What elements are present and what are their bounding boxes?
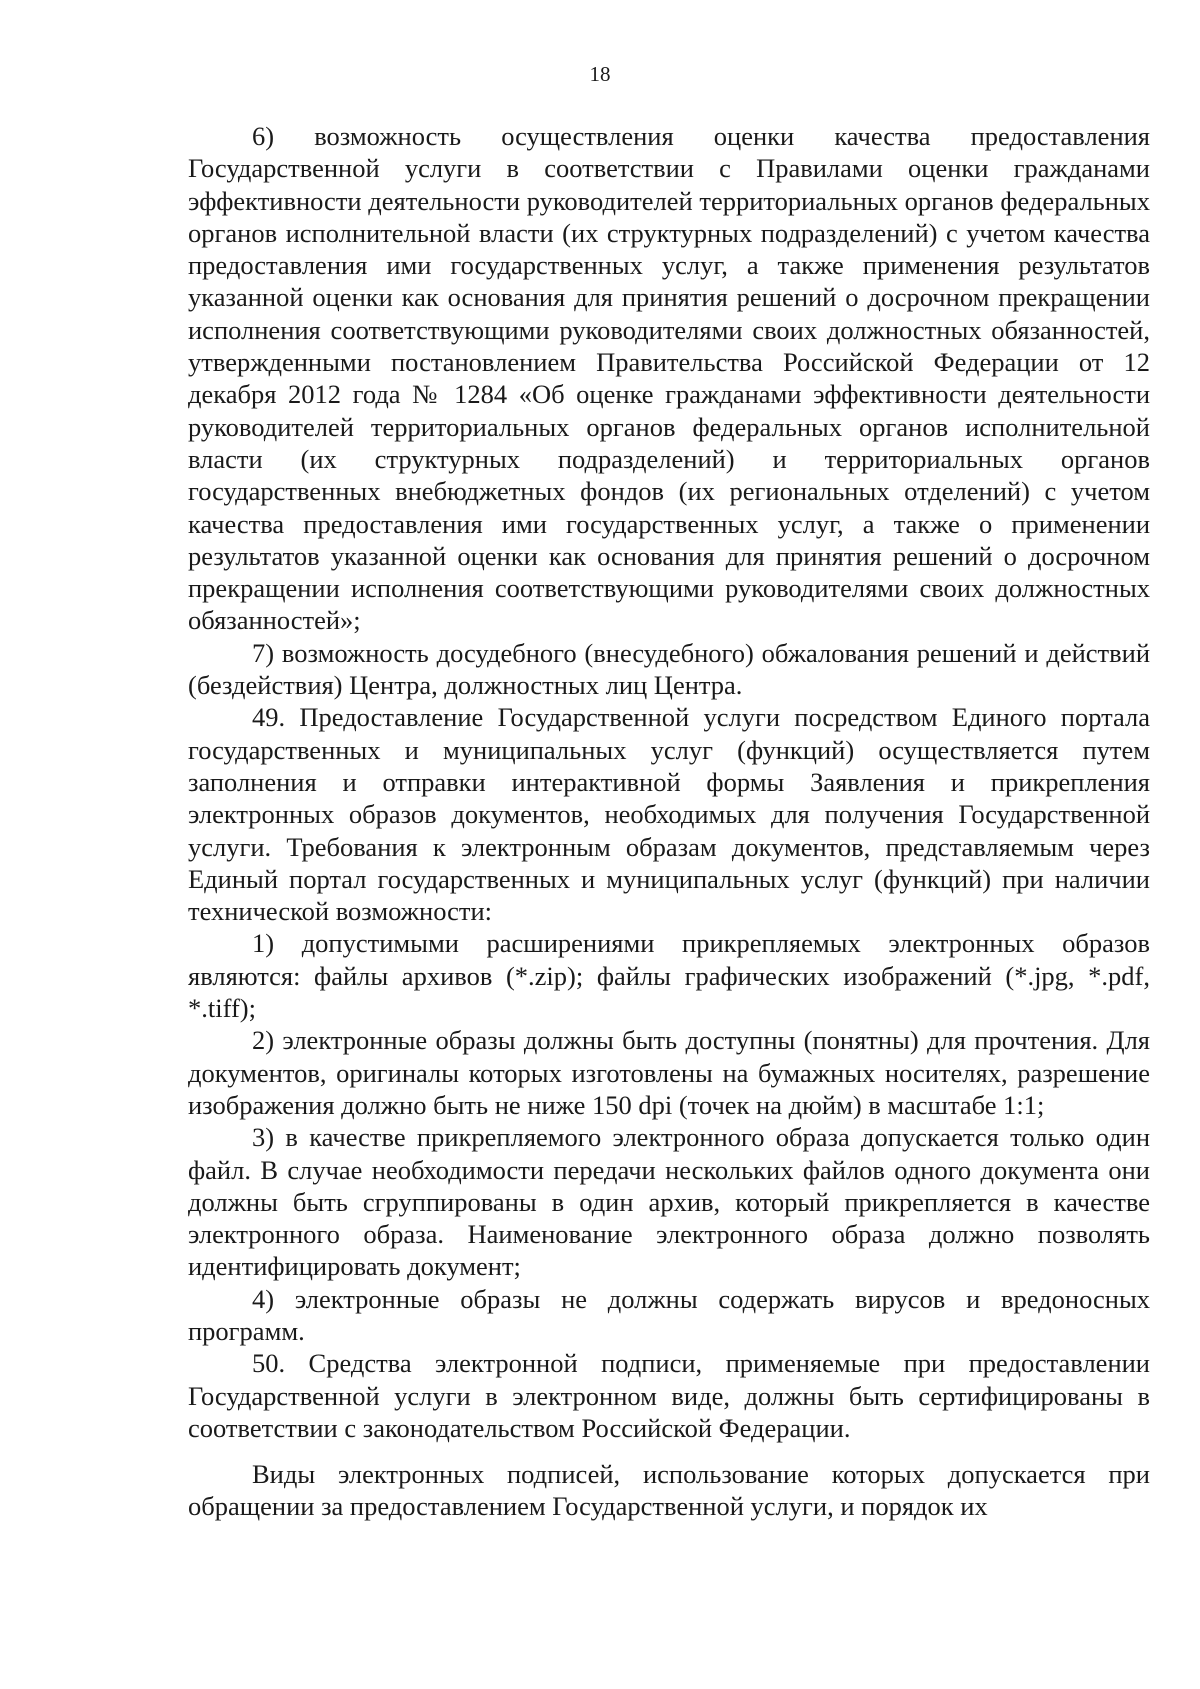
paragraph-requirement-1: 1) допустимыми расширениями прикрепляемых электронных образов являются: файлы архивов (*.zip); файлы графических изображений (*.jpg, *.pdf, *.tiff); (188, 928, 1150, 1024)
paragraph-50: 50. Средства электронной подписи, применяемые при предоставлении Государственной услуги в электронном виде, должны быть сертифицированы в соответствии с законодательством Российской Федерации. (188, 1348, 1150, 1443)
paragraph-item-6: 6) возможность осуществления оценки качества предоставления Государственной услуги в соответствии с Правилами оценки гражданами эффективности деятельности руководителей территориальных органов федеральных органов исполнительной власти (их структурных подразделений) с учетом качества предоставления ими государственных услуг, а также применения результатов указанной оценки как основания для принятия решений о досрочном прекращении исполнения соответствующими руководителями своих должностных обязанностей, утвержденными постановлением Правительства Российской Федерации от 12 декабря 2012 года № 1284 «Об оценке гражданами эффективности деятельности руководителей территориальных органов федеральных органов исполнительной власти (их структурных подразделений) и территориальных органов государственных внебюджетных фондов (их региональных отделений) с учетом качества предоставления ими государственных услуг, а также о применении результатов указанной оценки как основания для принятия решений о досрочном прекращении исполнения соответствующими руководителями своих должностных обязанностей»; (188, 121, 1150, 636)
paragraph-requirement-4: 4) электронные образы не должны содержать вирусов и вредоносных программ. (188, 1283, 1150, 1346)
page-number: 18 (589, 62, 611, 86)
paragraph-requirement-2: 2) электронные образы должны быть доступны (понятны) для прочтения. Для документов, оригиналы которых изготовлены на бумажных носителях, разрешение изображения должно быть не ниже 150 dpi (точек на дюйм) в масштабе 1:1; (188, 1025, 1150, 1120)
paragraph-requirement-3: 3) в качестве прикрепляемого электронного образа допускается только один файл. В случае необходимости передачи нескольких файлов одного документа они должны быть сгруппированы в один архив, который прикрепляется в качестве электронного образа. Наименование электронного образа должно позволять идентифицировать документ; (188, 1122, 1150, 1282)
paragraph-49: 49. Предоставление Государственной услуги посредством Единого портала государственных и муниципальных услуг (функций) осуществляется путем заполнения и отправки интерактивной формы Заявления и прикрепления электронных образов документов, необходимых для получения Государственной услуги. Требования к электронным образам документов, представляемым через Единый портал государственных и муниципальных услуг (функций) при наличии технической возможности: (188, 702, 1150, 927)
paragraph-item-7: 7) возможность досудебного (внесудебного) обжалования решений и действий (бездействия) Центра, должностных лиц Центра. (188, 637, 1150, 701)
paragraph-signature-types: Виды электронных подписей, использование которых допускается при обращении за предоставлением Государственной услуги, и порядок их (188, 1459, 1150, 1522)
document-body (188, 120, 1150, 1523)
